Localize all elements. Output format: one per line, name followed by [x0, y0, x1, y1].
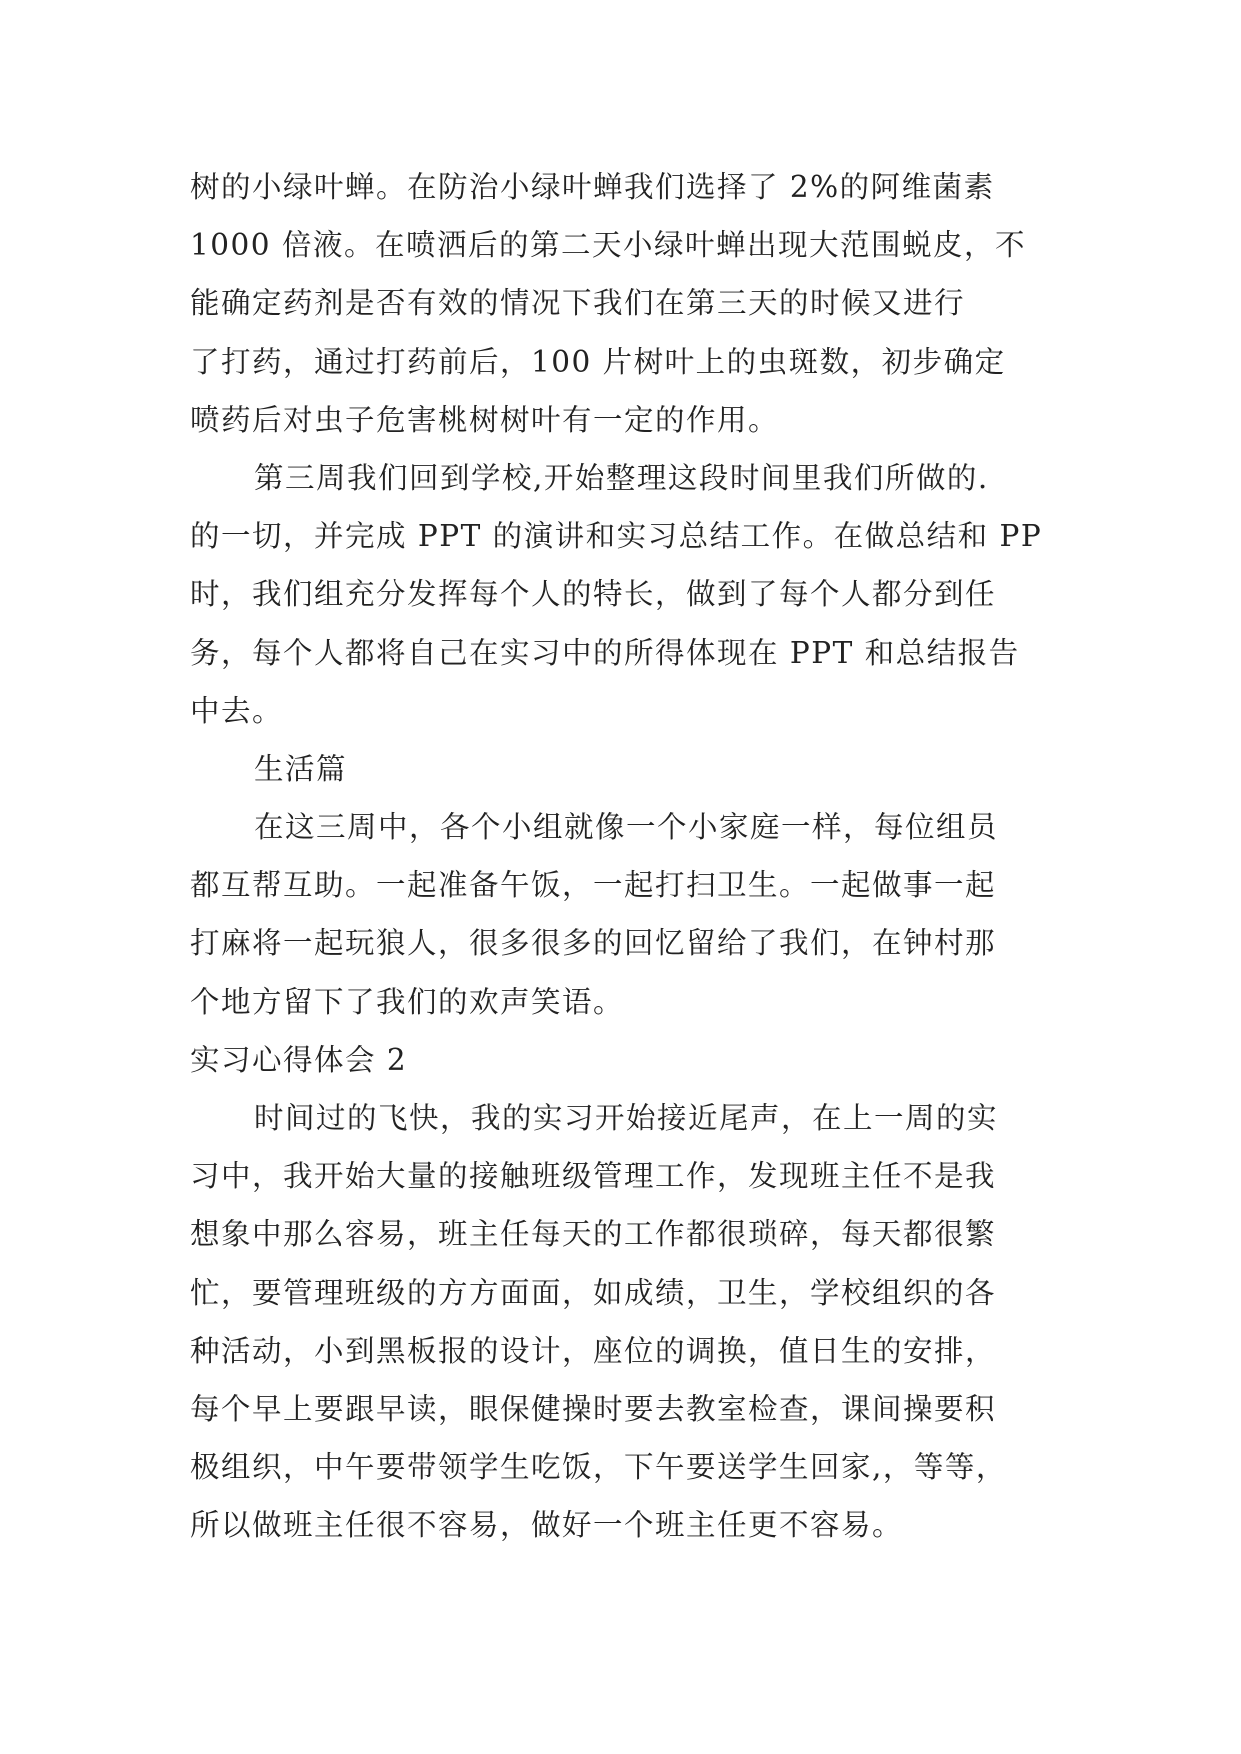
- text-line: 极组织，中午要带领学生吃饭，下午要送学生回家,，等等，: [190, 1450, 1007, 1485]
- text-line: 务，每个人都将自己在实习中的所得体现在 PPT 和总结报告: [190, 635, 1020, 670]
- text-line: 时，我们组充分发挥每个人的特长，做到了每个人都分到任: [190, 577, 997, 612]
- text-line: 喷药后对虫子危害桃树树叶有一定的作用。: [190, 402, 780, 437]
- text-line: 中去。: [190, 693, 284, 728]
- text-line: 忙，要管理班级的方方面面，如成绩，卫生，学校组织的各: [190, 1275, 997, 1310]
- text-line: 时间过的飞快，我的实习开始接近尾声，在上一周的实: [254, 1101, 999, 1135]
- text-line: 所以做班主任很不容易，做好一个班主任更不容易。: [190, 1508, 904, 1543]
- text-line: 了打药，通过打药前后，100 片树叶上的虫斑数，初步确定: [190, 344, 1006, 379]
- text-line: 打麻将一起玩狼人，很多很多的回忆留给了我们，在钟村那: [190, 926, 997, 961]
- text-line: 树的小绿叶蝉。在防治小绿叶蝉我们选择了 2%的阿维菌素: [190, 170, 995, 204]
- text-line: 种活动，小到黑板报的设计，座位的调换，值日生的安排，: [190, 1333, 997, 1368]
- text-line: 每个早上要跟早读，眼保健操时要去教室检查，课间操要积: [190, 1391, 997, 1426]
- text-line: 第三周我们回到学校,开始整理这段时间里我们所做的.: [254, 460, 989, 495]
- text-line: 都互帮互助。一起准备午饭，一起打扫卫生。一起做事一起: [190, 868, 997, 903]
- text-line: 生活篇: [254, 751, 348, 786]
- text-line: 在这三周中，各个小组就像一个小家庭一样，每位组员: [254, 810, 999, 845]
- text-line: 习中，我开始大量的接触班级管理工作，发现班主任不是我: [190, 1159, 997, 1194]
- document-body: [190, 158, 1060, 1555]
- text-line: 的一切，并完成 PPT 的演讲和实习总结工作。在做总结和 PP: [190, 519, 1043, 554]
- text-line: 个地方留下了我们的欢声笑语。: [190, 984, 625, 1019]
- text-line: 想象中那么容易，班主任每天的工作都很琐碎，每天都很繁: [190, 1217, 997, 1252]
- text-line: 能确定药剂是否有效的情况下我们在第三天的时候又进行: [190, 286, 966, 321]
- text-line: 1000 倍液。在喷洒后的第二天小绿叶蝉出现大范围蜕皮，不: [190, 228, 1026, 263]
- text-line: 实习心得体会 2: [190, 1042, 408, 1077]
